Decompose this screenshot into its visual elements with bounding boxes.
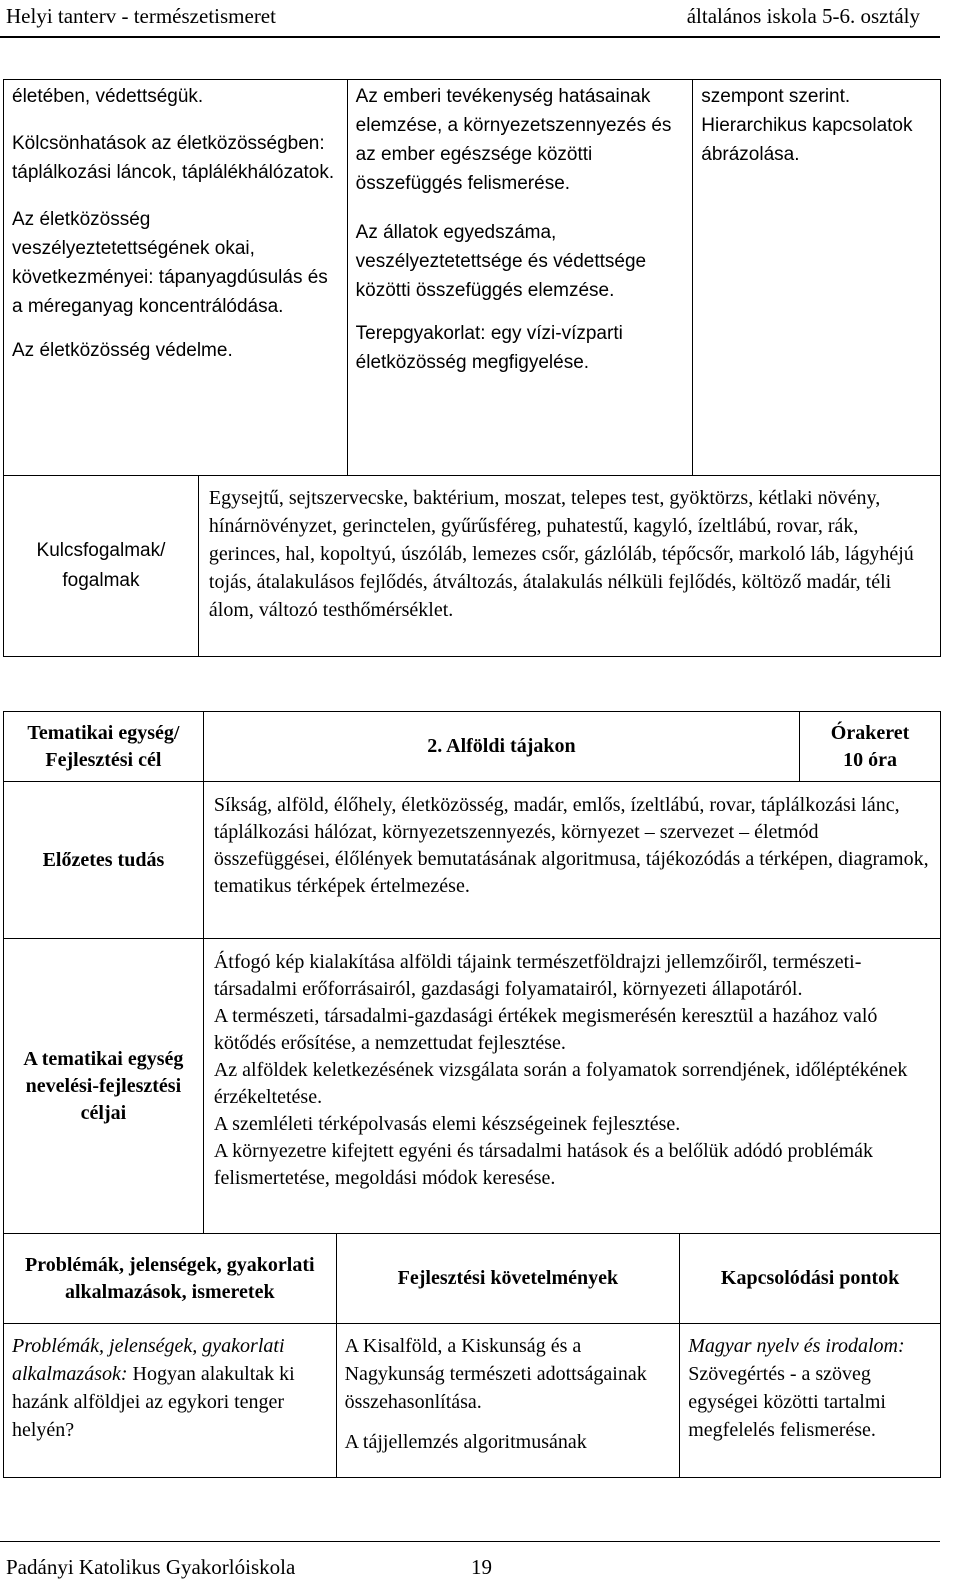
subject-name: Magyar nyelv és irodalom: [688,1335,905,1357]
goals-cell [203,939,940,1234]
goal-item: A környezetre kifejtett egyéni és társadalmi hatások és a belőlük adódó problémák felismertetése, megoldási módok keresése. [213,1140,874,1189]
paragraph: Az életközösség védelme. [12,340,233,361]
table-row [4,476,941,657]
unit-table [3,711,941,1478]
school-name: Padányi Katolikus Gyakorlóiskola [6,1555,296,1579]
prior-knowledge-label: Előzetes tudás [4,782,204,939]
paragraph: Az életközösség veszélyeztetettségének okai, következményei: tápanyagdúsulás és a méreganyag koncentrálódása. [12,209,328,317]
table-row [4,1324,941,1478]
requirements-cell [336,1324,680,1478]
requirements-cell [347,80,693,476]
unit-label: Tematikai egység/ Fejlesztési cél [4,712,204,782]
prior-knowledge-text: Síkság, alföld, élőhely, életközösség, madár, emlős, ízeltlábú, rovar, táplálkozási lánc, táplálkozási hálózat, környezetszennyezés, környezet – szervezet – életmód összefüggései, élőlények bemutatásának algoritmusa, tájékozódás a térképen, diagramok, tematikus térképek értelmezése. [203,782,940,939]
problems-text: Hogyan alakultak ki hazánk alföldjei az egykori tenger helyén? [12,1363,295,1441]
paragraph: Terepgyakorlat: egy vízi-vízparti életközösség megfigyelése. [355,323,623,373]
paragraph: életében, védettségük. [12,86,204,107]
table-row [4,782,941,939]
hours-cell [800,712,941,782]
connections-cell [693,80,941,476]
column-header-requirements: Fejlesztési követelmények [336,1234,680,1324]
header-grade: általános iskola 5-6. osztály [686,4,920,28]
unit-title: 2. Alföldi tájakon [203,712,799,782]
column-header-connections: Kapcsolódási pontok [680,1234,941,1324]
table-row [4,712,941,782]
keywords-text: Egysejtű, sejtszervecske, baktérium, moszat, telepes test, gyöktörzs, kétlaki növény, hínárnövényzet, gerinctelen, gyűrűsféreg, puhatestű, kagyló, ízeltlábú, rovar, rák, gerinces, hal, kopoltyú, úszóláb, lemezes csőr, gázlóláb, tépőcsőr, markoló láb, lágyhéjú tojás, átalakulásos fejlődés, átváltozás, átalakulás nélküli fejlődés, költöző madár, téli álom, változó testhőmérséklet. [198,476,940,657]
goal-item: A szemléleti térképolvasás elemi készségeinek fejlesztése. [213,1113,681,1135]
page-header [6,4,920,32]
hours-label: Órakeret [830,721,910,744]
connection-text: Szövegértés - a szöveg egységei közötti tartalmi megfelelés felismerése. [688,1363,886,1441]
paragraph: Az állatok egyedszáma, veszélyeztetettsége és védettsége közötti összefüggés elemzése. [355,222,647,301]
table-row [4,1234,941,1324]
knowledge-cell [4,80,348,476]
paragraph: A Kisalföld, a Kiskunság és a Nagykunság természeti adottságainak összehasonlítása. [344,1335,647,1413]
connections-cell [680,1324,941,1478]
column-header-problems: Problémák, jelenségek, gyakorlati alkalmazások, ismeretek [4,1234,337,1324]
problems-cell [4,1324,337,1478]
table-row [4,939,941,1234]
content-table-continued [3,79,941,657]
paragraph: A tájjellemzés algoritmusának [344,1431,587,1453]
page-number: 19 [471,1555,492,1579]
paragraph: szempont szerint. Hierarchikus kapcsolatok ábrázolása. [701,86,913,165]
problems-heading: Problémák, jelenségek, gyakorlati alkalmazások: [12,1335,285,1385]
header-divider [0,36,940,38]
table-row [4,80,941,476]
paragraph: Az emberi tevékenység hatásainak elemzése, a környezetszennyezés és az ember egészsége közötti összefüggés felismerése. [355,86,672,194]
goal-item: Átfogó kép kialakítása alföldi tájaink természetföldrajzi jellemzőiről, természeti-társadalmi erőforrásairól, gazdasági folyamatairól, környezeti állapotáról. [213,951,862,1000]
goals-label: A tematikai egység nevelési-fejlesztési céljai [4,939,204,1234]
goal-item: A természeti, társadalmi-gazdasági értékek megismerésén keresztül a hazához való kötődés erősítése, a nemzettudat fejlesztése. [213,1005,878,1054]
paragraph: Kölcsönhatások az életközösségben: táplálkozási láncok, táplálékhálózatok. [12,133,335,183]
keywords-label: Kulcsfogalmak/ fogalmak [4,476,199,657]
footer-divider [0,1541,940,1542]
hours-value: 10 óra [843,748,897,771]
header-title: Helyi tanterv - természetismeret [6,4,276,28]
goal-item: Az alföldek keletkezésének vizsgálata során a folyamatok sorrendjének, időléptékének érzékeltetése. [213,1059,908,1108]
